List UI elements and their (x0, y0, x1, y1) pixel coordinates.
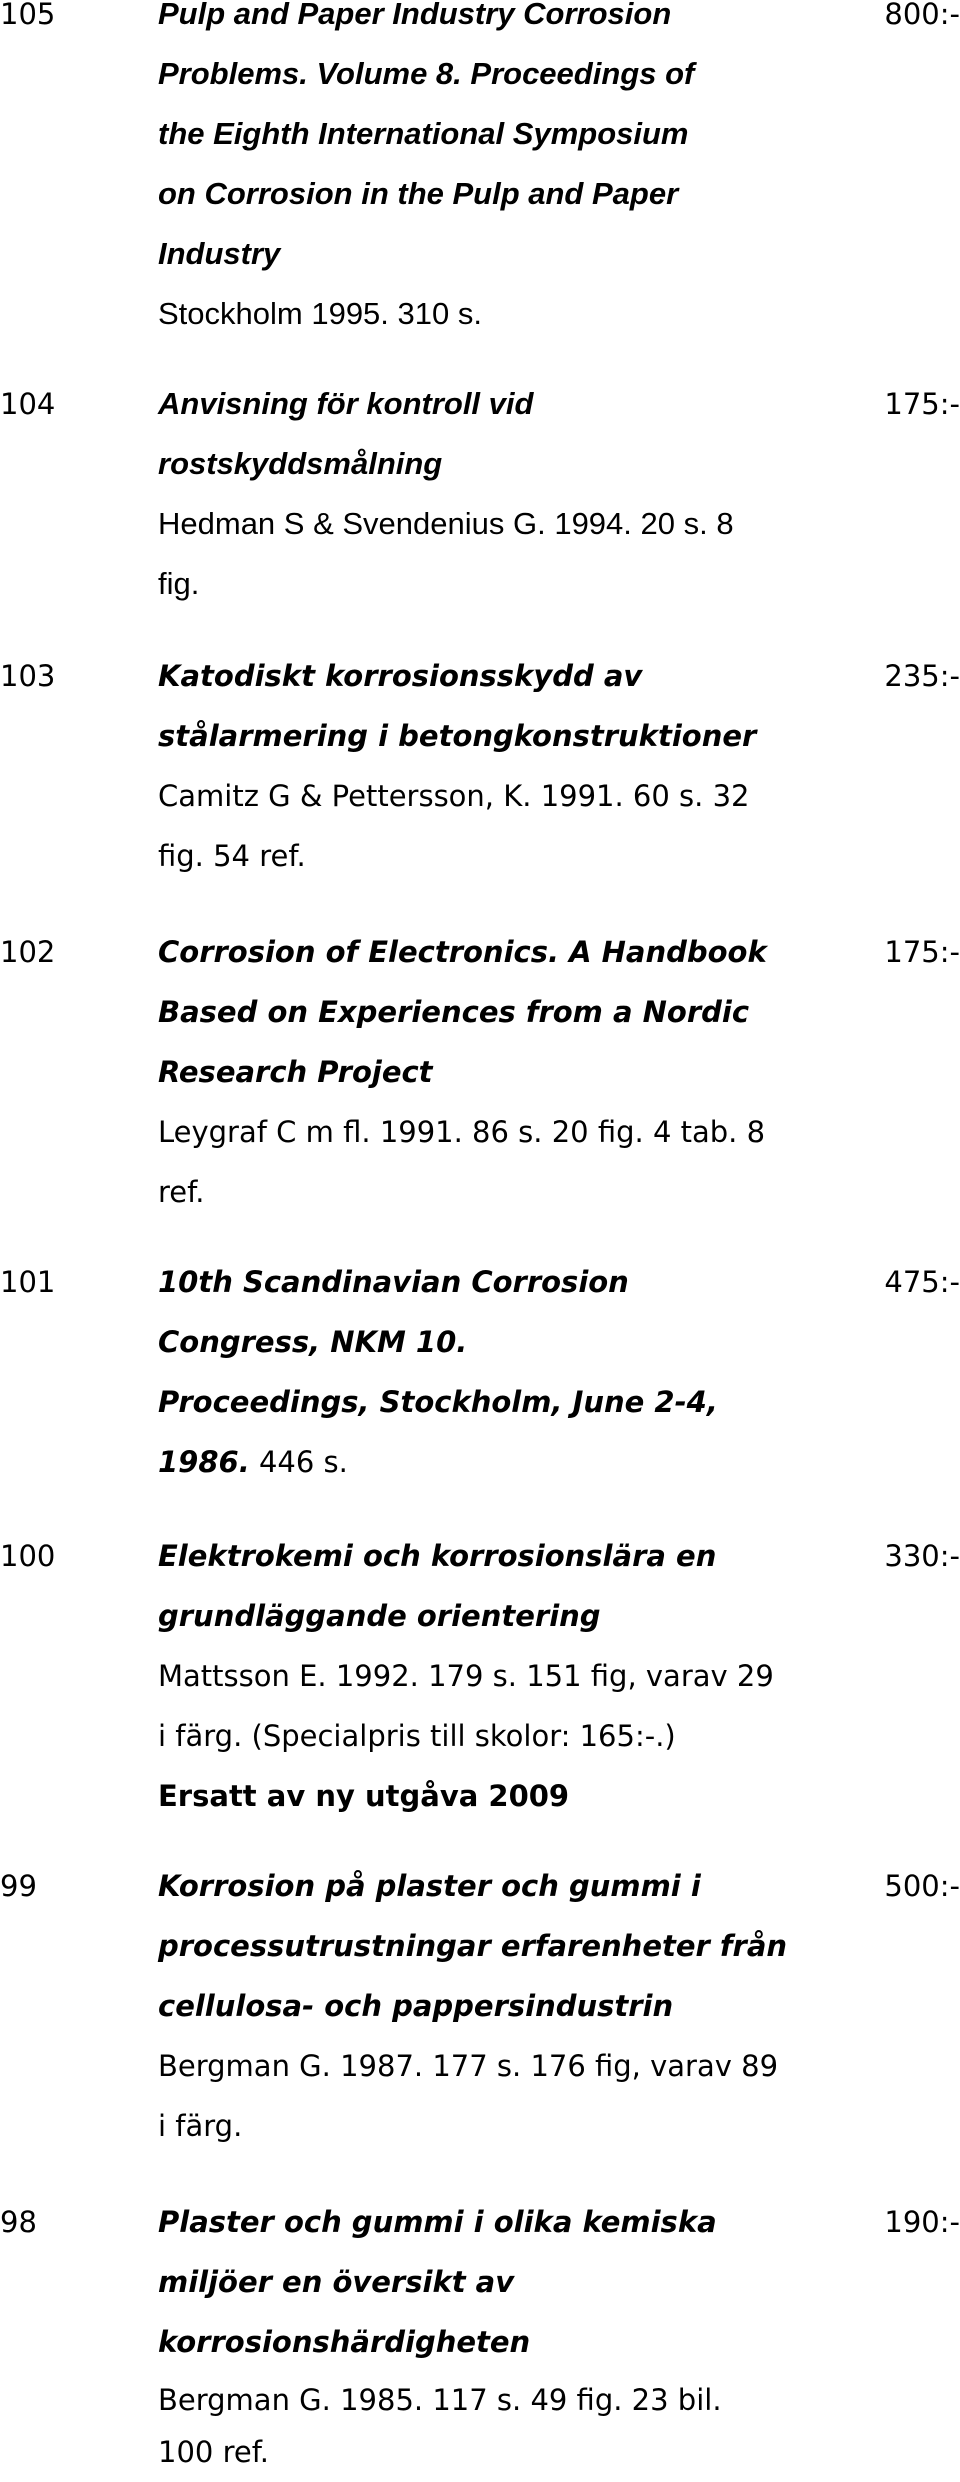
entry-detail-line: Stockholm 1995. 310 s. (158, 296, 482, 331)
entry-number: 98 (0, 2205, 37, 2239)
entry-title-line: on Corrosion in the Pulp and Paper (158, 176, 679, 211)
entry-detail-line: Camitz G & Pettersson, K. 1991. 60 s. 32 (158, 779, 750, 813)
replacement-note: Ersatt av ny utgåva 2009 (158, 1779, 570, 1813)
entry-title-line: Pulp and Paper Industry Corrosion (158, 0, 672, 31)
entry-number: 104 (0, 387, 56, 421)
entry-number: 100 (0, 1539, 56, 1573)
entry-number: 102 (0, 935, 56, 969)
entry-title-line: Research Project (158, 1055, 433, 1089)
entry-price: 175:- (884, 387, 960, 421)
entry-detail-line: i färg. (158, 2109, 243, 2143)
entry-number: 99 (0, 1869, 37, 1903)
entry-body (158, 1526, 848, 1826)
entry-detail-line: Mattsson E. 1992. 179 s. 151 fig, varav 29 (158, 1659, 774, 1693)
entry-body (158, 646, 848, 886)
entry-price: 500:- (884, 1869, 960, 1903)
entry-title-line: rostskyddsmålning (158, 446, 443, 481)
entry-detail-line: Leygraf C m fl. 1991. 86 s. 20 fig. 4 tab. 8 (158, 1115, 766, 1149)
entry-detail-line: 100 ref. (158, 2435, 270, 2469)
entry-body (158, 922, 848, 1222)
entry-title-line: Congress, NKM 10. (158, 1325, 468, 1359)
entry-number: 101 (0, 1265, 56, 1299)
entry-price: 175:- (884, 935, 960, 969)
entry-number: 103 (0, 659, 56, 693)
entry-title-line: Plaster och gummi i olika kemiska (158, 2205, 717, 2239)
entry-title-line: the Eighth International Symposium (158, 116, 689, 151)
entry-title-line: Based on Experiences from a Nordic (158, 995, 750, 1029)
entry-price: 190:- (884, 2205, 960, 2239)
entry-year: 1986. (158, 1445, 250, 1479)
entry-title-line: Problems. Volume 8. Proceedings of (158, 56, 695, 91)
entry-detail-line: Hedman S & Svendenius G. 1994. 20 s. 8 (158, 506, 734, 541)
entry-detail-line: fig. (158, 566, 200, 601)
entry-title-line: Corrosion of Electronics. A Handbook (158, 935, 767, 969)
entry-title-line (158, 1432, 848, 1492)
entry-price: 800:- (884, 0, 960, 31)
entry-title-line: cellulosa- och pappersindustrin (158, 1989, 674, 2023)
entry-title-line: 10th Scandinavian Corrosion (158, 1265, 629, 1299)
entry-title-line: processutrustningar erfarenheter från (158, 1929, 788, 1963)
entry-price: 235:- (884, 659, 960, 693)
entry-title-line: miljöer en översikt av (158, 2265, 515, 2299)
entry-body (158, 374, 848, 614)
entry-detail-line: Bergman G. 1987. 177 s. 176 fig, varav 89 (158, 2049, 779, 2083)
entry-title-line: Katodiskt korrosionsskydd av (158, 659, 643, 693)
entry-detail-line: fig. 54 ref. (158, 839, 306, 873)
entry-body (158, 1856, 848, 2156)
entry-detail-line: ref. (158, 1175, 205, 1209)
entry-body (158, 2192, 848, 2470)
entry-title-line: Elektrokemi och korrosionslära en (158, 1539, 717, 1573)
entry-price: 475:- (884, 1265, 960, 1299)
entry-title-line: stålarmering i betongkonstruktioner (158, 719, 757, 753)
entry-title-line: Anvisning för kontroll vid (158, 386, 534, 421)
entry-title-line: Proceedings, Stockholm, June 2-4, (158, 1385, 718, 1419)
entry-page-count: 446 s. (249, 1445, 348, 1479)
entry-title-line: Industry (158, 236, 281, 271)
entry-price: 330:- (884, 1539, 960, 1573)
entry-title-line: Korrosion på plaster och gummi i (158, 1869, 701, 1903)
entry-body (158, 0, 848, 344)
entry-detail-line: i färg. (Specialpris till skolor: 165:-.) (158, 1719, 676, 1753)
entry-body (158, 1252, 848, 1492)
entry-detail-line: Bergman G. 1985. 117 s. 49 fig. 23 bil. (158, 2383, 722, 2417)
entry-title-line: korrosionshärdigheten (158, 2325, 531, 2359)
entry-title-line: grundläggande orientering (158, 1599, 601, 1633)
entry-number: 105 (0, 0, 56, 31)
